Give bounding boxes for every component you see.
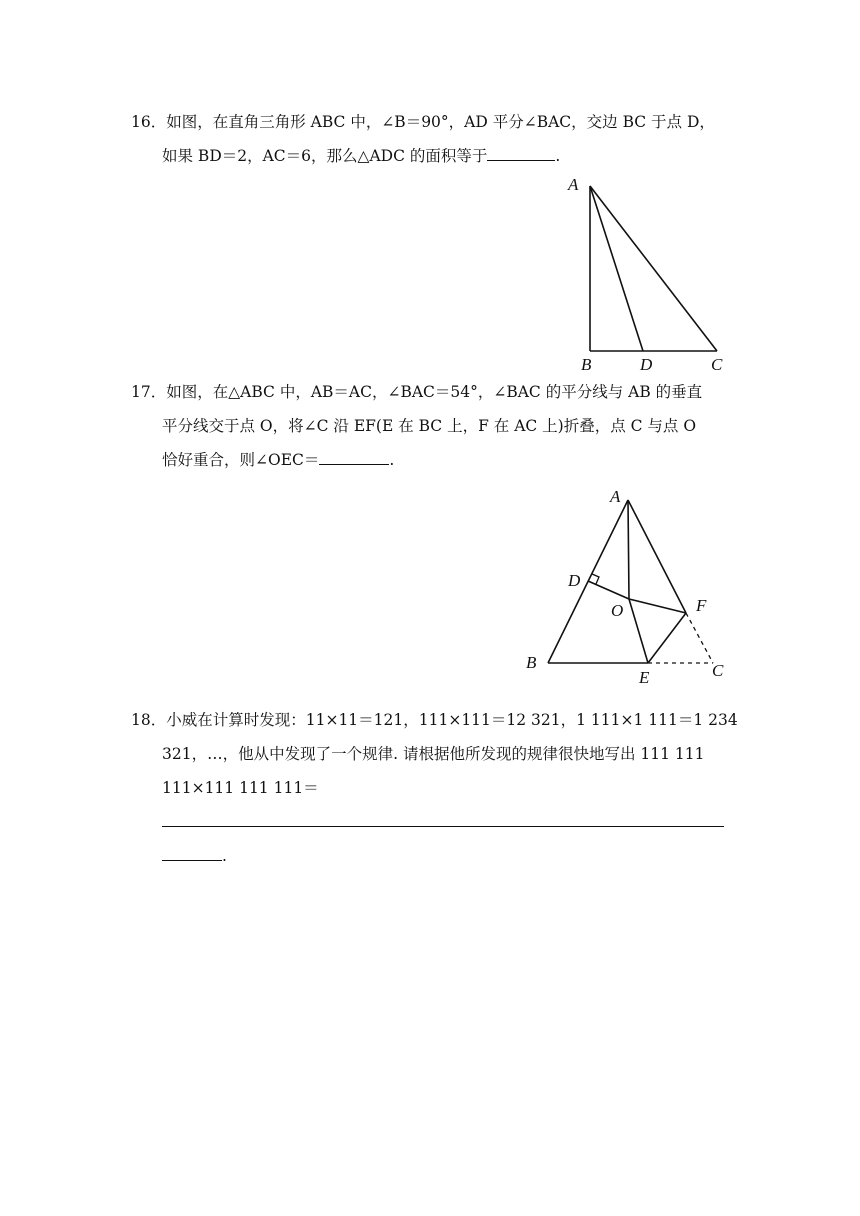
q17-number: 17． [131, 383, 167, 401]
q16-label-a: A [568, 175, 579, 194]
q18-answer-line[interactable] [162, 826, 724, 827]
q17-segment-do [588, 581, 629, 599]
q18-line-3 [162, 778, 319, 798]
q17-line-3 [162, 450, 394, 470]
q18-line-2 [162, 744, 704, 764]
q16-text-line-1: 如图，在直角三角形 ABC 中，∠B＝90°，AD 平分∠BAC，交边 BC 于点 D， [166, 113, 715, 131]
q16-text-line-2: 如果 BD＝2，AC＝6，那么△ADC 的面积等于 [162, 147, 488, 165]
q17-text-line-3: 恰好重合，则∠OEC＝ [162, 451, 320, 469]
q16-label-b: B [581, 355, 592, 374]
q17-fold-ef [648, 613, 686, 663]
q17-label-c: C [712, 661, 724, 680]
q16-line-2 [162, 146, 560, 166]
q17-dashed-fc [686, 613, 713, 663]
q17-segment-oe [629, 599, 648, 663]
q17-label-b: B [526, 653, 537, 672]
q16-label-d: D [640, 355, 653, 374]
q17-label-a: A [610, 487, 621, 506]
q18-number: 18． [131, 711, 167, 729]
q18-line-1 [131, 710, 738, 730]
q17-answer-blank[interactable] [319, 450, 389, 465]
q16-number: 16． [131, 113, 167, 131]
q16-bisector-ad [590, 186, 643, 351]
q17-line-2 [162, 416, 696, 436]
q17-figure [520, 480, 740, 690]
q18-text-line-3: 111×111 111 111＝ [162, 779, 319, 797]
q17-segment-of [629, 599, 686, 613]
q17-label-f: F [696, 596, 707, 615]
q17-text-line-2: 平分线交于点 O，将∠C 沿 EF(E 在 BC 上，F 在 AC 上)折叠，点 C 与点 O [162, 417, 697, 435]
q18-answer-blank[interactable] [162, 846, 222, 861]
q16-answer-blank[interactable] [487, 146, 555, 161]
q17-text-line-1: 如图，在△ABC 中，AB＝AC，∠BAC＝54°，∠BAC 的平分线与 AB 的垂直 [166, 383, 703, 401]
q16-label-c: C [711, 355, 723, 374]
q18-line-5-end: . [222, 847, 227, 865]
q18-text-line-1: 小威在计算时发现：11×11＝121，111×111＝12 321，1 111×1 111＝1 234 [166, 711, 738, 729]
q16-figure [560, 172, 740, 378]
q17-label-e: E [639, 668, 650, 687]
q17-label-o: O [611, 601, 624, 620]
q17-bisector-ao [628, 500, 629, 599]
q16-line-2-end: . [555, 147, 561, 165]
q17-side-af [628, 500, 686, 613]
q16-line-1 [131, 112, 715, 132]
q18-text-line-2: 321，…，他从中发现了一个规律. 请根据他所发现的规律很快地写出 111 111 [162, 745, 705, 763]
q17-line-3-end: . [389, 451, 395, 469]
q18-line-5 [162, 846, 227, 866]
q17-label-d: D [568, 571, 581, 590]
q16-side-ac [590, 186, 717, 351]
q17-line-1 [131, 382, 702, 402]
